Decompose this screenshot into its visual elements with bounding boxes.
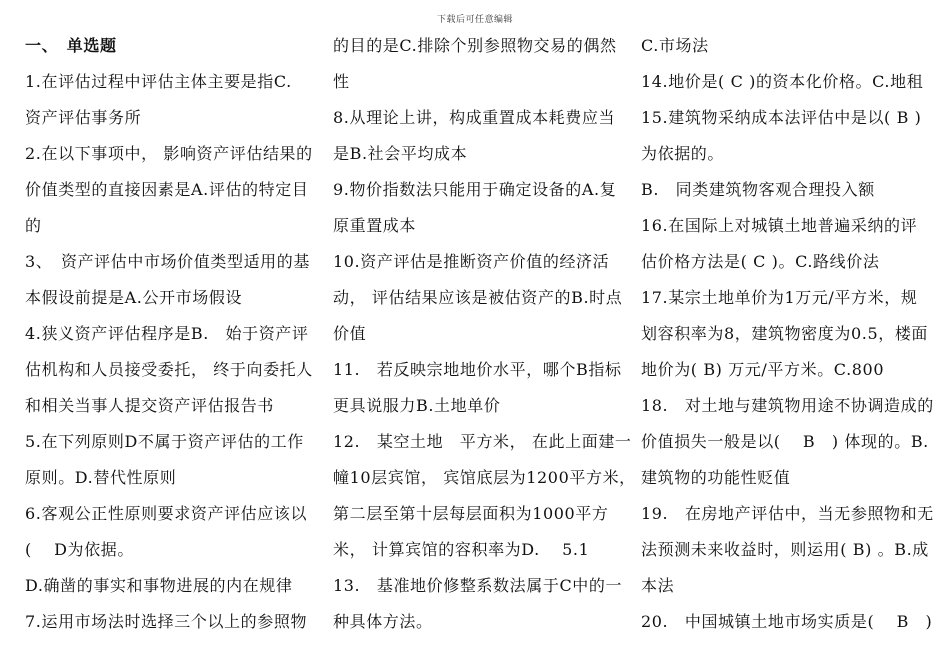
- text-line: 价值类型的直接因素是A.评估的特定目: [25, 180, 309, 199]
- text-line: 12. 某空土地 平方米， 在此上面建一: [333, 432, 632, 451]
- text-line: 2.在以下事项中， 影响资产评估结果的: [25, 144, 313, 163]
- text-line: 1.在评估过程中评估主体主要是指C.: [25, 72, 292, 91]
- text-line: 3、 资产评估中市场价值类型适用的基: [25, 252, 310, 271]
- text-line: 原重置成本: [333, 216, 417, 235]
- text-line: C.市场法: [641, 36, 709, 55]
- text-line: ( D为依据。: [25, 540, 134, 559]
- text-line: 估机构和人员接受委托， 终于向委托人: [25, 360, 313, 379]
- text-line: 的目的是C.排除个别参照物交易的偶然: [333, 36, 617, 55]
- text-line: 地价为( B) 万元/平方米。C.800: [641, 360, 885, 379]
- text-line: 11. 若反映宗地地价水平，哪个B指标: [333, 360, 622, 379]
- text-line: 14.地价是( C )的资本化价格。C.地租: [641, 72, 924, 91]
- text-line: 性: [333, 72, 350, 91]
- text-line: 的: [25, 216, 42, 235]
- text-line: 建筑物的功能性贬值: [641, 468, 791, 487]
- text-line: 17.某宗土地单价为1万元/平方米，规: [641, 288, 918, 307]
- text-column-2: [333, 28, 636, 640]
- text-line: 估价格方法是( C )。C.路线价法: [641, 252, 880, 271]
- section-heading: 一、 单选题: [25, 36, 117, 55]
- text-line: 15.建筑物采纳成本法评估中是以( B ): [641, 108, 922, 127]
- text-line: 资产评估事务所: [25, 108, 142, 127]
- text-line: 划容积率为8，建筑物密度为0.5，楼面: [641, 324, 929, 343]
- text-line: 动， 评估结果应该是被估资产的B.时点: [333, 288, 623, 307]
- text-line: 本假设前提是A.公开市场假设: [25, 288, 243, 307]
- text-line: 原则。D.替代性原则: [25, 468, 177, 487]
- text-line: 是B.社会平均成本: [333, 144, 468, 163]
- text-line: B. 同类建筑物客观合理投入额: [641, 180, 875, 199]
- text-line: 18. 对土地与建筑物用途不协调造成的: [641, 396, 934, 415]
- text-line: 法预测未来收益时，则运用( B) 。B.成: [641, 540, 929, 559]
- text-line: 幢10层宾馆， 宾馆底层为1200平方米，: [333, 468, 636, 487]
- text-line: 第二层至第十层每层面积为1000平方: [333, 504, 609, 523]
- text-line: 价值损失一般是以( B ) 体现的。B.: [641, 432, 929, 451]
- text-line: 10.资产评估是推断资产价值的经济活: [333, 252, 610, 271]
- text-line: 种具体方法。: [333, 612, 433, 631]
- text-line: 7.运用市场法时选择三个以上的参照物: [25, 612, 308, 631]
- text-line: 本法: [641, 576, 675, 595]
- text-column-3: [641, 28, 934, 640]
- text-line: 16.在国际上对城镇土地普遍采纳的评: [641, 216, 918, 235]
- text-line: 和相关当事人提交资产评估报告书: [25, 396, 275, 415]
- text-line: 更具说服力B.土地单价: [333, 396, 501, 415]
- text-line: 8.从理论上讲，构成重置成本耗费应当: [333, 108, 616, 127]
- text-line: D.确凿的事实和事物进展的内在规律: [25, 576, 293, 595]
- text-line: 9.物价指数法只能用于确定设备的A.复: [333, 180, 617, 199]
- text-line: 米， 计算宾馆的容积率为D. 5.1: [333, 540, 590, 559]
- text-line: 5.在下列原则D不属于资产评估的工作: [25, 432, 304, 451]
- text-line: 4.狭义资产评估程序是B. 始于资产评: [25, 324, 309, 343]
- text-line: 6.客观公正性原则要求资产评估应该以: [25, 504, 308, 523]
- text-column-1: [25, 28, 313, 640]
- text-line: 为依据的。: [641, 144, 725, 163]
- text-line: 13. 基准地价修整系数法属于C中的一: [333, 576, 623, 595]
- text-line: 价值: [333, 324, 367, 343]
- text-line: 19. 在房地产评估中，当无参照物和无: [641, 504, 934, 523]
- header-note: 下载后可任意编辑: [436, 15, 513, 25]
- text-line: 20. 中国城镇土地市场实质是( B ): [641, 612, 933, 631]
